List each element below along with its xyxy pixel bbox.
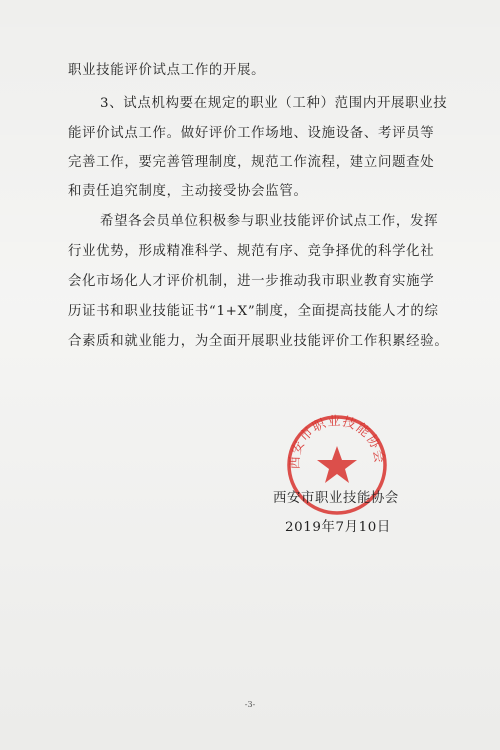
body-line-5: 和责任追究制度，主动接受协会监管。 <box>68 184 308 199</box>
seal-text: 西安市职业技能协会 <box>287 413 387 470</box>
body-line-9: 历证书和职业技能证书“1+X”制度，全面提高技能人才的综 <box>68 304 439 319</box>
signature-organization: 西安市职业技能协会 <box>273 491 399 506</box>
body-line-10: 合素质和就业能力，为全面开展职业技能评价工作积累经验。 <box>68 334 449 349</box>
body-line-8: 会化市场化人才评价机制，进一步推动我市职业教育实施学 <box>68 274 435 289</box>
body-line-2: 3、试点机构要在规定的职业（工种）范围内开展职业技 <box>100 96 448 111</box>
seal-star-icon <box>317 446 357 483</box>
body-line-7: 行业优势，形成精准科学、规范有序、竞争择优的科学化社 <box>68 244 435 259</box>
body-line-3: 能评价试点工作。做好评价工作场地、设施设备、考评员等 <box>68 126 435 141</box>
body-line-4: 完善工作，要完善管理制度，规范工作流程，建立问题查处 <box>68 155 435 170</box>
signature-date: 2019年7月10日 <box>285 520 391 535</box>
body-line-1: 职业技能评价试点工作的开展。 <box>68 63 266 78</box>
page-number: -3- <box>244 700 256 709</box>
body-line-6: 希望各会员单位积极参与职业技能评价试点工作，发挥 <box>100 214 439 229</box>
